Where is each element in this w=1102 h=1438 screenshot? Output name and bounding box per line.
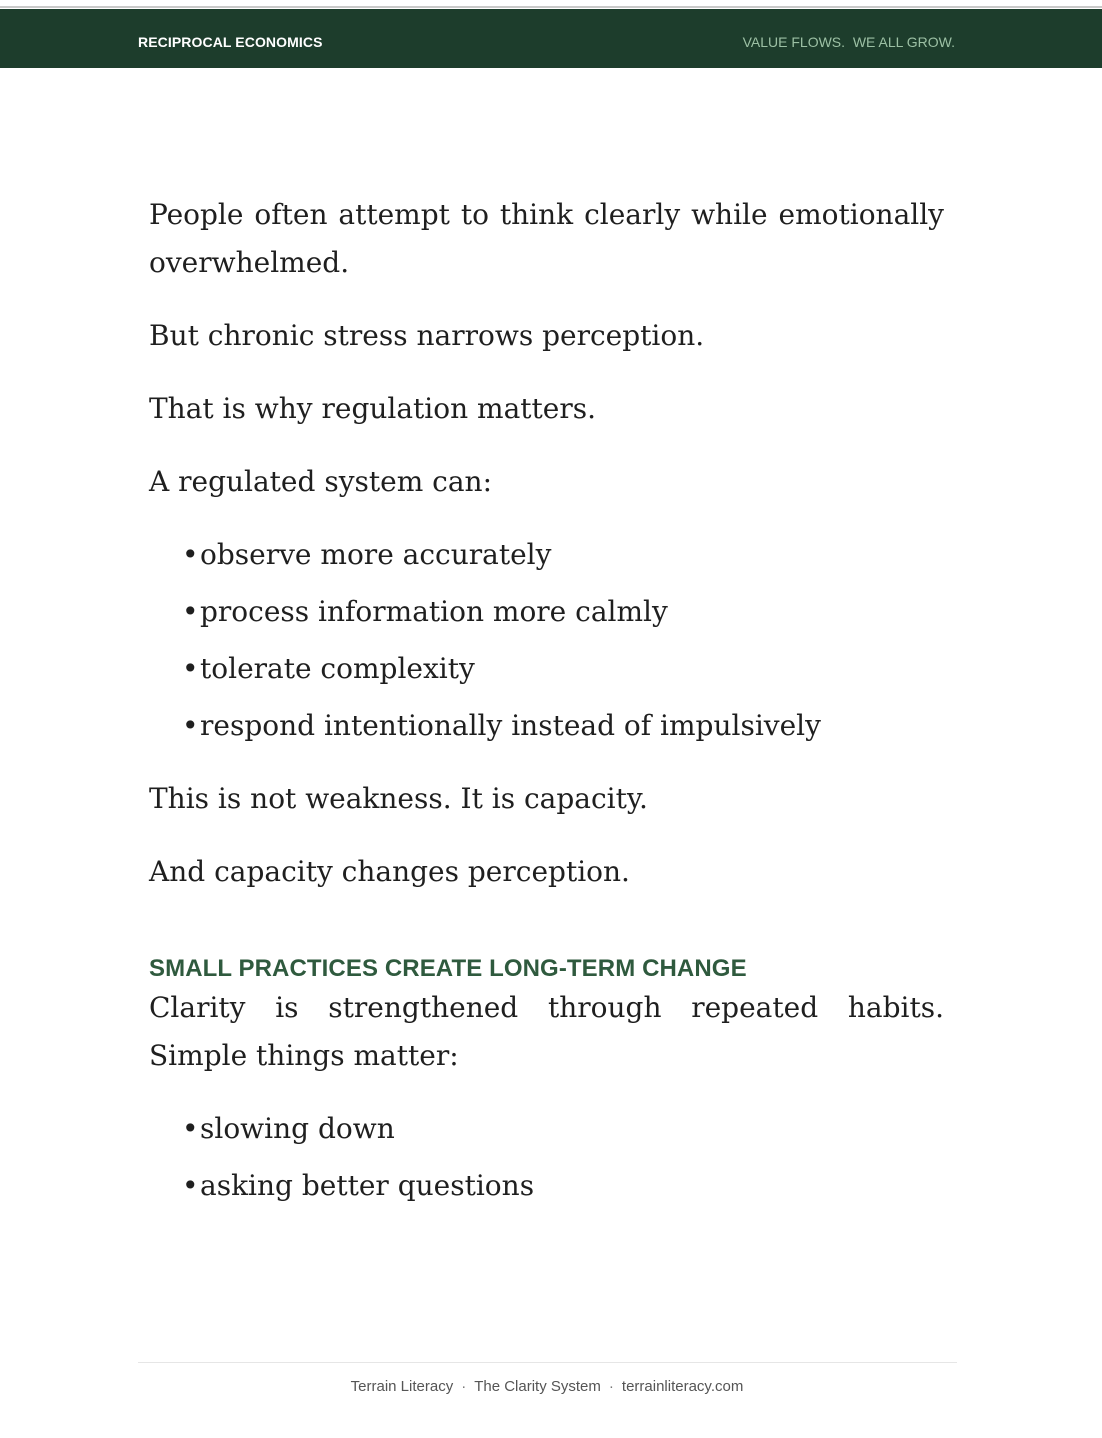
capacity-list xyxy=(149,531,944,750)
footer-divider xyxy=(138,1362,957,1363)
bullet-icon: • xyxy=(182,709,199,742)
list-item: •observe more accurately xyxy=(182,531,944,579)
list-item: •slowing down xyxy=(182,1105,944,1153)
section-heading: SMALL PRACTICES CREATE LONG-TERM CHANGE xyxy=(149,955,747,982)
list-item: •respond intentionally instead of impulsively xyxy=(182,702,944,750)
header-tagline: VALUE FLOWS. WE ALL GROW. xyxy=(742,34,955,50)
footer-separator: · xyxy=(608,1378,614,1395)
header-bar xyxy=(0,9,1102,68)
list-item: •tolerate complexity xyxy=(182,645,944,693)
footer-url: terrainliteracy.com xyxy=(621,1378,744,1395)
habits-list xyxy=(149,1105,944,1210)
paragraph: A regulated system can: xyxy=(149,465,492,498)
list-item: •process information more calmly xyxy=(182,588,944,636)
bullet-icon: • xyxy=(182,538,199,571)
list-item: •asking better questions xyxy=(182,1162,944,1210)
bullet-icon: • xyxy=(182,1112,199,1145)
paragraph: People often attempt to think clearly while emotionally overwhelmed. xyxy=(149,198,944,279)
top-rule xyxy=(0,6,1102,8)
paragraph: But chronic stress narrows perception. xyxy=(149,319,705,352)
footer-site-name: Terrain Literacy xyxy=(350,1378,454,1395)
footer xyxy=(0,1378,1094,1395)
brand-name: RECIPROCAL ECONOMICS xyxy=(138,34,323,50)
paragraph: Clarity is strengthened through repeated habits. Simple things matter: xyxy=(149,991,944,1072)
footer-system-name: The Clarity System xyxy=(474,1378,601,1395)
paragraph: And capacity changes perception. xyxy=(149,855,630,888)
paragraph: This is not weakness. It is capacity. xyxy=(149,782,648,815)
bullet-icon: • xyxy=(182,1169,199,1202)
bullet-icon: • xyxy=(182,595,199,628)
footer-separator: · xyxy=(461,1378,467,1395)
article-body xyxy=(149,191,944,1235)
bullet-icon: • xyxy=(182,652,199,685)
paragraph: That is why regulation matters. xyxy=(149,392,597,425)
